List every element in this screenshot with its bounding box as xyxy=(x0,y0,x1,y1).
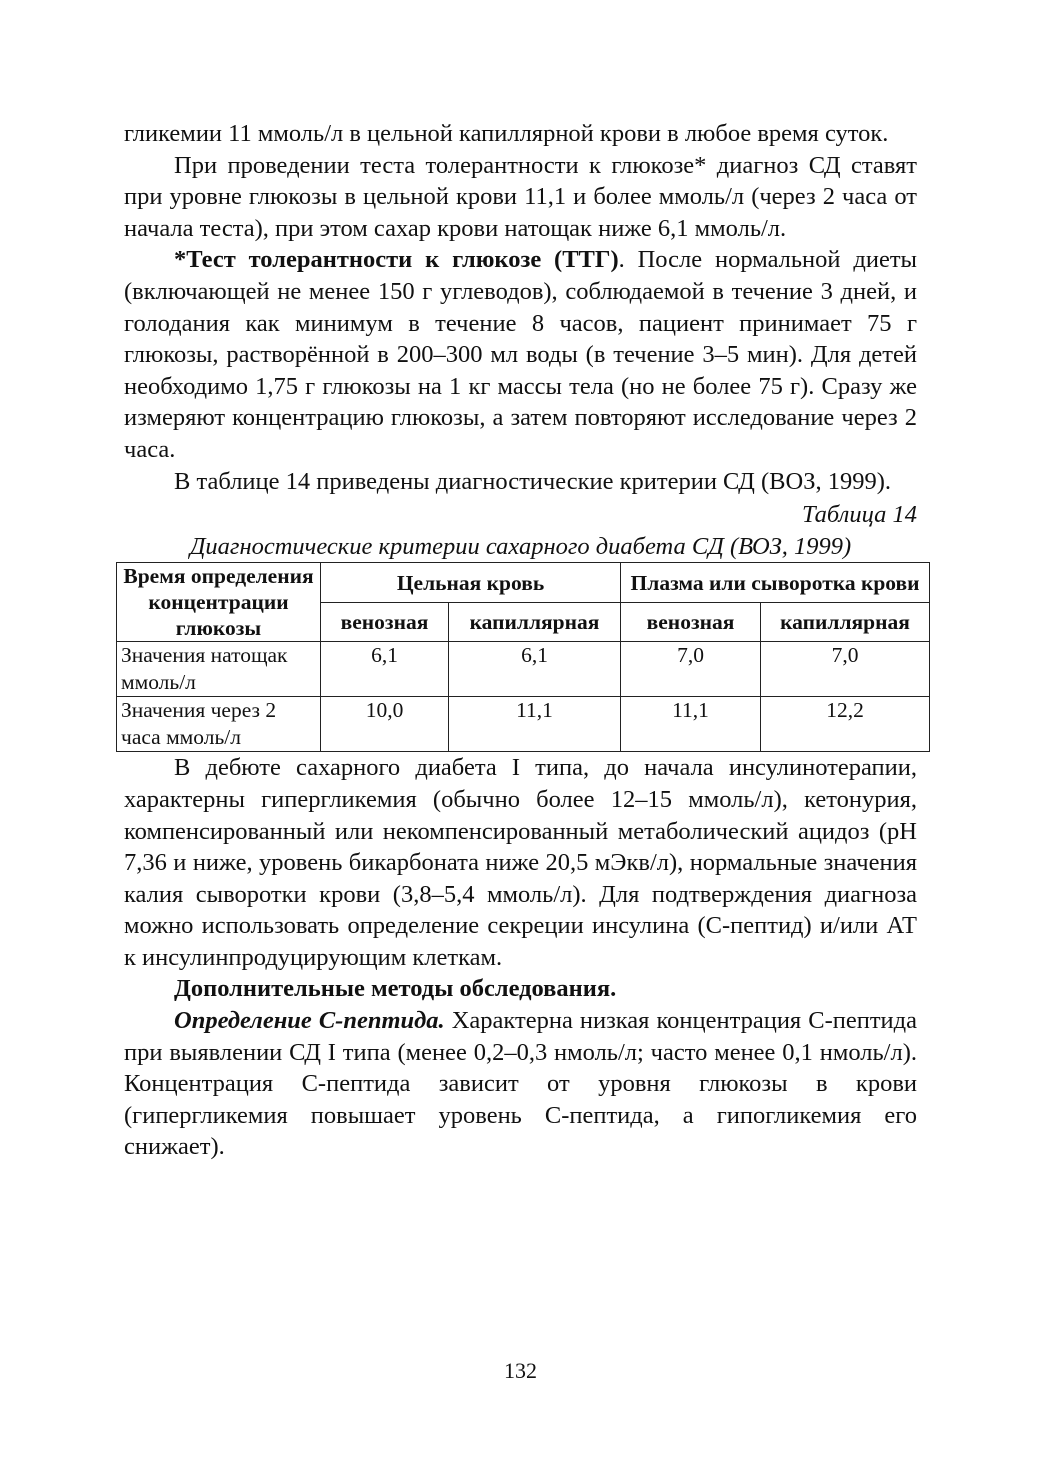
ttg-term: *Тест толерантности к глюкозе (ТТГ) xyxy=(174,246,619,274)
header-whole-blood: Цельная кровь xyxy=(321,563,621,603)
table-cell: 6,1 xyxy=(321,642,449,697)
subheader-plasma-venous: венозная xyxy=(621,602,761,642)
ttg-description: . После нормальной диеты (включающей не менее 150 г углеводов), соблюдаемой в течение 3 дней, и голодания как минимум в течение 8 часов, пациент принимает 75 г глюкозы, растворённой в 200–300 мл воды (в течение 3–5 мин). Для детей необходимо 1,75 г глюкозы на 1 кг массы тела (но не более 75 г). Сразу же измеряют концентрацию глюкозы, а затем повторяют исследование через 2 часа. xyxy=(124,246,918,463)
table-cell: 12,2 xyxy=(761,697,930,752)
page-number: 132 xyxy=(504,1358,537,1383)
paragraph-5: В дебюте сахарного диабета I типа, до начала инсулинотерапии, характерны гипергликемия (обычно более 12–15 ммоль/л), кетонурия, компенсированный или некомпенсированный метаболический ацидоз (pH 7,36 и ниже, уровень бикарбоната ниже 20,5 мЭкв/л), нормальные значения калия сыворотки крови (3,8–5,4 ммоль/л). Для подтверждения диагноза можно использовать определение секреции инсулина (С-пептид) и/или АТ к инсулинпродуцирующим клеткам. xyxy=(124,754,917,971)
table-row xyxy=(117,697,930,752)
table-cell: 10,0 xyxy=(321,697,449,752)
subheader-plasma-capillary: капиллярная xyxy=(761,602,930,642)
table-number: Таблица 14 xyxy=(801,501,917,529)
table-title: Диагностические критерии сахарного диабета СД (ВОЗ, 1999) xyxy=(189,532,852,560)
table-cell: 7,0 xyxy=(621,642,761,697)
table-cell: 11,1 xyxy=(621,697,761,752)
header-plasma: Плазма или сыворотка крови xyxy=(621,563,930,603)
paragraph-4: В таблице 14 приведены диагностические критерии СД (ВОЗ, 1999). xyxy=(174,467,892,495)
table-cell: 11,1 xyxy=(449,697,621,752)
section-heading: Дополнительные методы обследования. xyxy=(174,975,617,1003)
paragraph-2: При проведении теста толерантности к глюкозе* диагноз СД ставят при уровне глюкозы в цельной крови 11,1 и более ммоль/л (через 2 часа от начала теста), при этом сахар крови натощак ниже 6,1 ммоль/л. xyxy=(124,151,917,242)
c-peptide-term: Определение С-пептида. xyxy=(174,1007,445,1035)
table-cell: 6,1 xyxy=(449,642,621,697)
row-label: Значения натощак ммоль/л xyxy=(117,642,321,697)
table-row xyxy=(117,642,930,697)
paragraph-3 xyxy=(124,244,917,465)
row-label: Значения через 2 часа ммоль/л xyxy=(117,697,321,752)
subheader-whole-venous: венозная xyxy=(321,602,449,642)
c-peptide-description: Характерна низкая концентрация С-пептида при выявлении СД I типа (менее 0,2–0,3 нмоль/л; часто менее 0,1 нмоль/л). Концентрация С-пептида зависит от уровня глюкозы в крови (гипергликемия повышает уровень С-пептида, а гипогликемия его снижает). xyxy=(124,1007,917,1161)
table-cell: 7,0 xyxy=(761,642,930,697)
criteria-table xyxy=(116,562,930,752)
paragraph-1: гликемии 11 ммоль/л в цельной капиллярной крови в любое время суток. xyxy=(124,120,889,147)
header-time: Время определения концентрации глюкозы xyxy=(117,563,321,642)
page-body xyxy=(121,118,920,1163)
subheader-whole-capillary: капиллярная xyxy=(449,602,621,642)
table-header-row xyxy=(117,563,930,603)
paragraph-7 xyxy=(124,1005,917,1163)
